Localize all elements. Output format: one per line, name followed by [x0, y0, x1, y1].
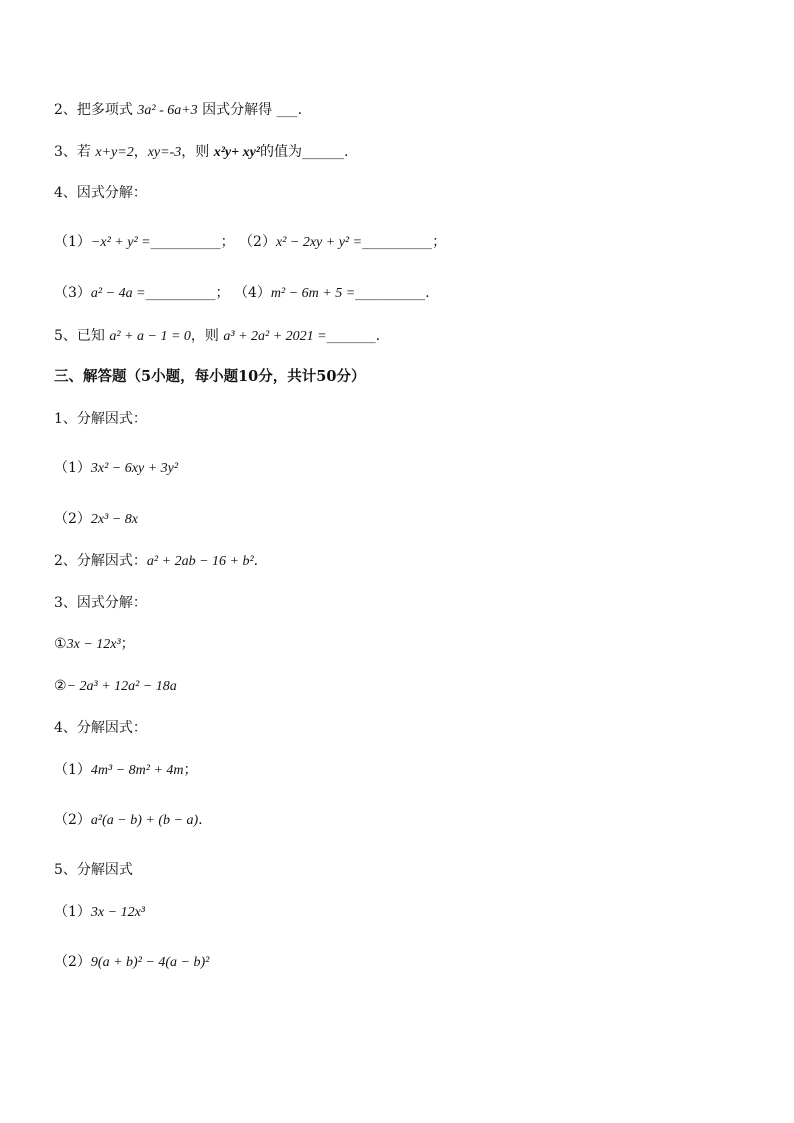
- math-expression: −x² + y² =: [90, 235, 151, 250]
- question-text: 因式分解：: [76, 185, 147, 201]
- math-expression: 3a² - 6a+3: [137, 103, 198, 118]
- section3-q3-part1: [54, 634, 135, 655]
- punctuation: .: [253, 553, 259, 569]
- section3-q4-part1: [54, 760, 198, 781]
- punctuation: .: [198, 812, 203, 828]
- question-number: 3、: [54, 144, 77, 160]
- question-text: 分解因式: [76, 862, 133, 878]
- punctuation: ；: [432, 234, 447, 250]
- answer-blank[interactable]: __________: [362, 234, 433, 250]
- answer-blank[interactable]: __________: [150, 234, 221, 250]
- part-label: （2）: [54, 954, 91, 970]
- part-label: ②: [54, 678, 67, 694]
- question-text: 分解因式：: [76, 553, 147, 569]
- question-2-fill: [54, 100, 302, 121]
- punctuation: ；: [220, 234, 235, 250]
- question-5-fill: [54, 326, 380, 347]
- answer-blank[interactable]: ___: [276, 102, 298, 118]
- question-text: 分解因式：: [76, 720, 147, 736]
- question-number: 1、: [54, 411, 77, 427]
- part-label: （1）: [54, 762, 91, 778]
- math-expression: m² − 6m + 5 =: [270, 286, 356, 301]
- math-condition: a² + a − 1 = 0: [109, 329, 191, 344]
- part-label: （3）: [54, 285, 91, 301]
- math-expression: x² − 2xy + y² =: [275, 235, 363, 250]
- math-expression: 9(a + b)² − 4(a − b)²: [90, 955, 210, 970]
- question-3-fill: [54, 142, 348, 163]
- section3-question-1: [54, 409, 147, 429]
- question-4-fill: [54, 183, 147, 203]
- math-expression: a²(a − b) + (b − a): [90, 813, 199, 828]
- punctuation: ，: [133, 144, 148, 160]
- question-4-parts-1-2: [54, 232, 446, 253]
- part-label: （1）: [54, 460, 91, 476]
- question-text: 若: [76, 144, 96, 160]
- section3-q1-part1: [54, 458, 178, 479]
- answer-blank[interactable]: __________: [145, 285, 216, 301]
- question-number: 4、: [54, 720, 77, 736]
- math-expression: a² + 2ab − 16 + b²: [146, 554, 254, 569]
- section3-question-5: [54, 860, 133, 880]
- question-text: 因式分解得: [197, 102, 277, 118]
- part-label: （4）: [233, 285, 271, 301]
- part-label: （2）: [54, 812, 91, 828]
- question-number: 5、: [54, 328, 77, 344]
- question-text: ，则: [190, 328, 224, 344]
- punctuation: .: [297, 102, 303, 118]
- question-text: 的值为: [260, 144, 303, 160]
- section3-question-2: [54, 551, 258, 572]
- punctuation: .: [425, 285, 430, 301]
- math-expression: a³ + 2a² + 2021 =: [223, 329, 327, 344]
- math-expression: 4m³ − 8m² + 4m: [90, 763, 184, 778]
- part-label: （1）: [54, 904, 91, 920]
- punctuation: ；: [215, 285, 230, 301]
- math-expression: 3x² − 6xy + 3y²: [90, 461, 179, 476]
- question-number: 2、: [54, 553, 77, 569]
- math-condition: x+y=2: [95, 145, 134, 160]
- math-condition: xy=-3: [147, 145, 182, 160]
- section-heading: 三、解答题（5小题，每小题10分，共计50分）: [54, 368, 366, 385]
- question-4-parts-3-4: [54, 283, 430, 304]
- math-expression: 3x − 12x³: [90, 905, 145, 920]
- question-text: 已知: [76, 328, 110, 344]
- question-text: ，则: [181, 144, 214, 160]
- part-label: ①: [54, 636, 67, 652]
- math-expression: x²y+ xy²: [213, 145, 261, 160]
- section3-q5-part2: [54, 952, 209, 973]
- section3-q3-part2: [54, 676, 177, 697]
- question-text: 因式分解：: [76, 595, 147, 611]
- section3-q1-part2: [54, 509, 138, 530]
- math-expression: 2x³ − 8x: [90, 512, 138, 527]
- punctuation: .: [344, 144, 349, 160]
- part-label: （2）: [239, 234, 276, 250]
- part-label: （2）: [54, 511, 91, 527]
- question-text: 把多项式: [76, 102, 138, 118]
- answer-blank[interactable]: ______: [302, 144, 345, 160]
- math-expression: 3x − 12x³: [66, 637, 121, 652]
- question-number: 2、: [54, 102, 77, 118]
- math-expression: a² − 4a =: [90, 286, 146, 301]
- answer-blank[interactable]: _______: [326, 328, 376, 344]
- punctuation: .: [375, 328, 381, 344]
- section3-q4-part2: [54, 810, 203, 831]
- math-expression: − 2a³ + 12a² − 18a: [66, 679, 177, 694]
- question-number: 4、: [54, 185, 77, 201]
- question-text: 分解因式：: [76, 411, 147, 427]
- section3-question-3: [54, 593, 147, 613]
- question-number: 5、: [54, 862, 77, 878]
- section3-question-4: [54, 718, 147, 738]
- punctuation: ；: [120, 636, 135, 652]
- punctuation: ；: [183, 762, 198, 778]
- section3-q5-part1: [54, 902, 145, 923]
- question-number: 3、: [54, 595, 77, 611]
- answer-blank[interactable]: __________: [355, 285, 426, 301]
- part-label: （1）: [54, 234, 91, 250]
